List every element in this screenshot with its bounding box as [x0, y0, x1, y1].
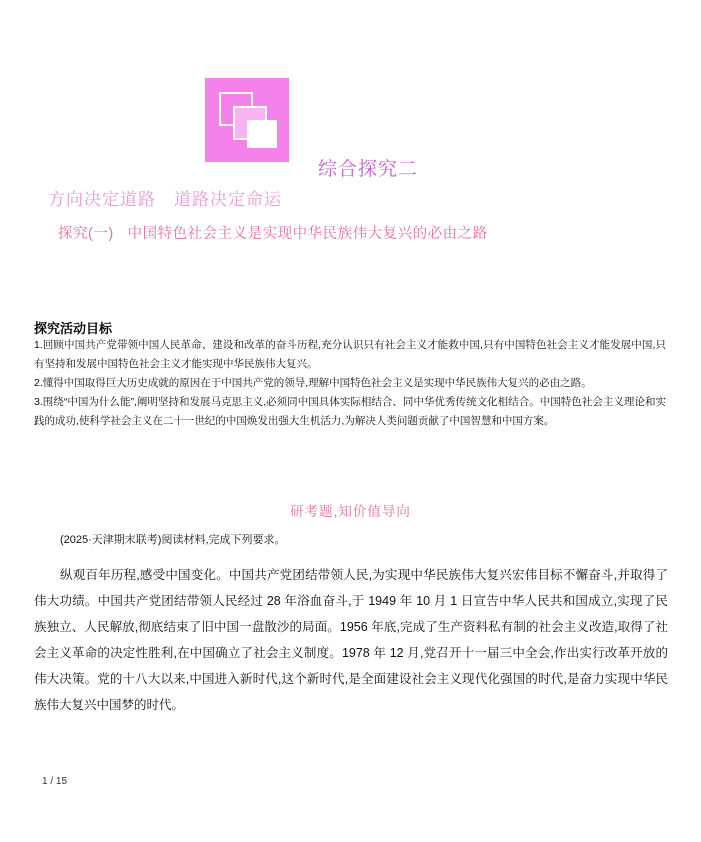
- overlapping-squares-logo-icon: [205, 78, 289, 162]
- page-title: 综合探究二: [318, 159, 419, 180]
- logo-square-3: [247, 120, 277, 148]
- page-number: 1 / 15: [42, 776, 68, 787]
- section-heading: [58, 222, 488, 243]
- document-header: [0, 34, 701, 180]
- reading-passage: 纵观百年历程,感受中国变化。中国共产党团结带领人民,为实现中华民族伟大复兴宏伟目标不懈奋斗,并取得了伟大功绩。中国共产党团结带领人民经过 28 年浴血奋斗,于 1949 年 10 月 1 日宣告中华人民共和国成立,实现了民族独立、人民解放,彻底结束了旧中国一盘散沙的局面。1956 年底,完成了生产资料私有制的社会主义改造,取得了社会主义革命的决定性胜利,在中国确立了社会主义制度。1978 年 12 月,党召开十一届三中全会,作出实行改革开放的伟大决策。党的十八大以来,中国进入新时代,这个新时代,是全面建设社会主义现代化强国的时代,是奋力实现中华民族伟大复兴中国梦的时代。: [34, 568, 668, 712]
- document-subtitle: 方向决定道路 道路决定命运: [48, 190, 282, 209]
- exam-guide-heading: 研考题,知价值导向: [290, 504, 411, 519]
- question-source-line: (2025·天津期末联考)阅读材料,完成下列要求。: [60, 534, 286, 546]
- goals-title: 探究活动目标: [34, 321, 113, 336]
- goal-item: 2.懂得中国取得巨大历史成就的原因在于中国共产党的领导,理解中国特色社会主义是实现中华民族伟大复兴的必由之路。: [34, 377, 592, 389]
- goals-body: [34, 336, 666, 431]
- section-heading-text: 中国特色社会主义是实现中华民族伟大复兴的必由之路: [127, 226, 488, 242]
- goal-item: 1.回顾中国共产党带领中国人民革命、建设和改革的奋斗历程,充分认识只有社会主义才能救中国,只有中国特色社会主义才能发展中国,只有坚持和发展中国特色社会主义才能实现中华民族伟大复兴。: [34, 339, 666, 370]
- goal-item: 3.围绕“中国为什么能”,阐明坚持和发展马克思主义,必须同中国具体实际相结合、同中华优秀传统文化相结合。中国特色社会主义理论和实践的成功,使科学社会主义在二十一世纪的中国焕发出强大生机活力,为解决人类问题贡献了中国智慧和中国方案。: [34, 396, 666, 427]
- section-heading-label: 探究(一): [58, 226, 114, 242]
